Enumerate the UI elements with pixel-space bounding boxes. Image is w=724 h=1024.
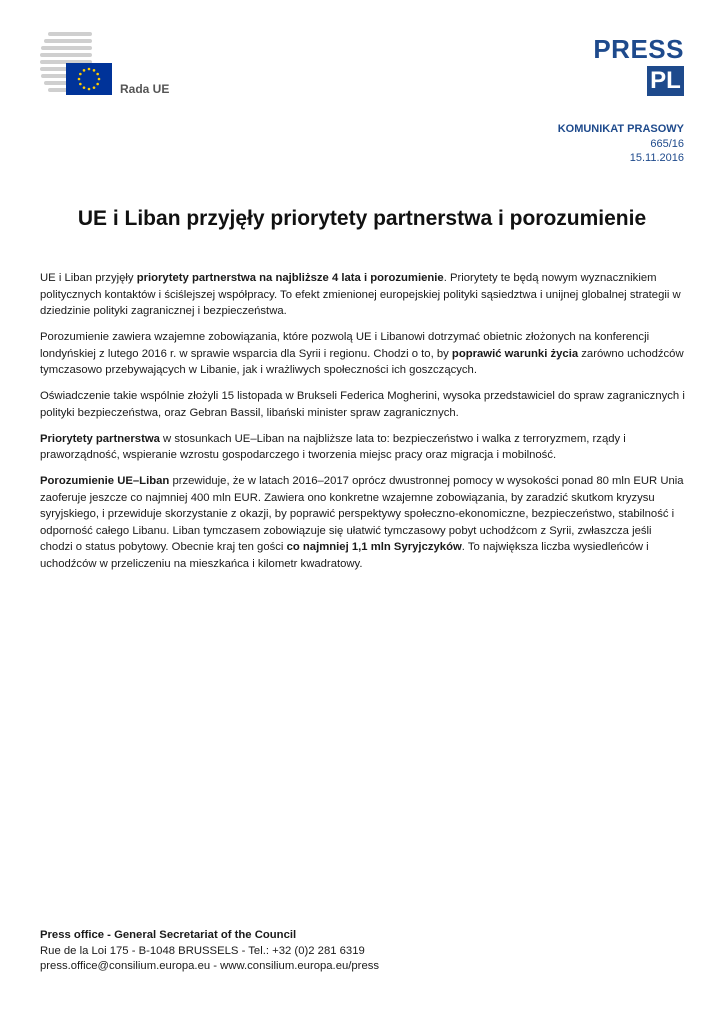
text-run: . Priorytety te będą nowym wyznacznikiem politycznych kontaktów i ściślejszej współpracy. To efekt zmienionej europejskiej polityki sąsiedztwa i unijnej globalnej strategii w dziedzinie polityki zagranicznej i bezpieczeństwa. bbox=[40, 272, 681, 317]
paragraph-3 bbox=[40, 388, 686, 421]
release-number: 665/16 bbox=[650, 137, 684, 150]
text-run: w stosunkach UE–Liban na najbliższe lata to: bezpieczeństwo i walka z terroryzmem, rządy i praworządność, wspieranie wzrostu gospodarczego i tworzenia miejsc pracy oraz migracja i mobilność. bbox=[40, 432, 626, 461]
paragraph-2 bbox=[40, 329, 686, 379]
release-kind: KOMUNIKAT PRASOWY bbox=[557, 123, 684, 135]
release-meta bbox=[558, 122, 684, 166]
bold-text: Priorytety partnerstwa bbox=[40, 432, 160, 445]
press-word: PRESS bbox=[593, 34, 684, 64]
paragraph-5 bbox=[40, 473, 686, 572]
text-run: UE i Liban przyjęły bbox=[40, 272, 137, 284]
paragraph-1 bbox=[40, 270, 686, 320]
text-run: zarówno uchodźców tymczasowo przebywających w Libanie, jak i wrażliwych społeczności ich goszczących. bbox=[40, 347, 684, 376]
footer-contact: press.office@consilium.europa.eu - www.consilium.europa.eu/press bbox=[40, 960, 380, 972]
footer-title: Press office - General Secretariat of the Council bbox=[40, 929, 297, 941]
release-date: 15.11.2016 bbox=[629, 152, 684, 164]
eu-flag-icon bbox=[66, 63, 112, 95]
page-title: UE i Liban przyjęły priorytety partnerstwa i porozumienie bbox=[77, 207, 647, 230]
language-badge: PL bbox=[647, 66, 684, 96]
text-run: przewiduje, że w latach 2016–2017 oprócz dwustronnej pomocy w wysokości ponad 80 mln EUR Unia zaoferuje jeszcze co najmniej 400 mln EUR. Zawiera ono konkretne wzajemne zobowiązania, by zaradzić skutkom kryzysu syryjskiego, i przewiduje skorzystanie z okazji, by poprawić perspektywy społeczno-ekonomiczne, bezpieczeństwo, stabilność i odporność całego Libanu. Liban tymczasem zobowiązuje się ułatwić tymczasowy pobyt uchodźcom z Syrii, zwłaszcza jeśli chodzi o status pobytowy. Obecnie kraj ten gości bbox=[40, 475, 684, 553]
council-logo bbox=[40, 32, 180, 98]
text-run: Oświadczenie takie wspólnie złożyli 15 listopada w Brukseli Federica Mogherini, wysoka przedstawiciel do spraw zagranicznych i polityki bezpieczeństwa, oraz Gebran Bassil, libański minister spraw zagranicznych. bbox=[40, 390, 685, 419]
text-run: Porozumienie zawiera wzajemne zobowiązania, które pozwolą UE i Libanowi dotrzymać obietnic złożonych na konferencji londyńskiej z lutego 2016 r. w sprawie wsparcia dla Syrii i regionu. Chodzi o to, by bbox=[40, 331, 650, 360]
paragraph-4 bbox=[40, 431, 686, 464]
footer bbox=[40, 928, 379, 975]
press-logo bbox=[574, 36, 684, 98]
footer-address: Rue de la Loi 175 - B-1048 BRUSSELS - Tel.: +32 (0)2 281 6319 bbox=[40, 944, 365, 957]
bold-text: co najmniej 1,1 mln Syryjczyków bbox=[286, 541, 462, 553]
bold-text: poprawić warunki życia bbox=[451, 347, 579, 360]
org-name: Rada UE bbox=[120, 82, 170, 96]
bold-text: Porozumienie UE–Liban bbox=[40, 475, 170, 487]
text-run: . To największa liczba wysiedleńców i uchodźców w przeliczeniu na mieszkańca i kilometr kwadratowy. bbox=[40, 541, 649, 570]
bold-text: priorytety partnerstwa na najbliższe 4 lata i porozumienie bbox=[136, 272, 444, 284]
article-body bbox=[40, 270, 686, 582]
